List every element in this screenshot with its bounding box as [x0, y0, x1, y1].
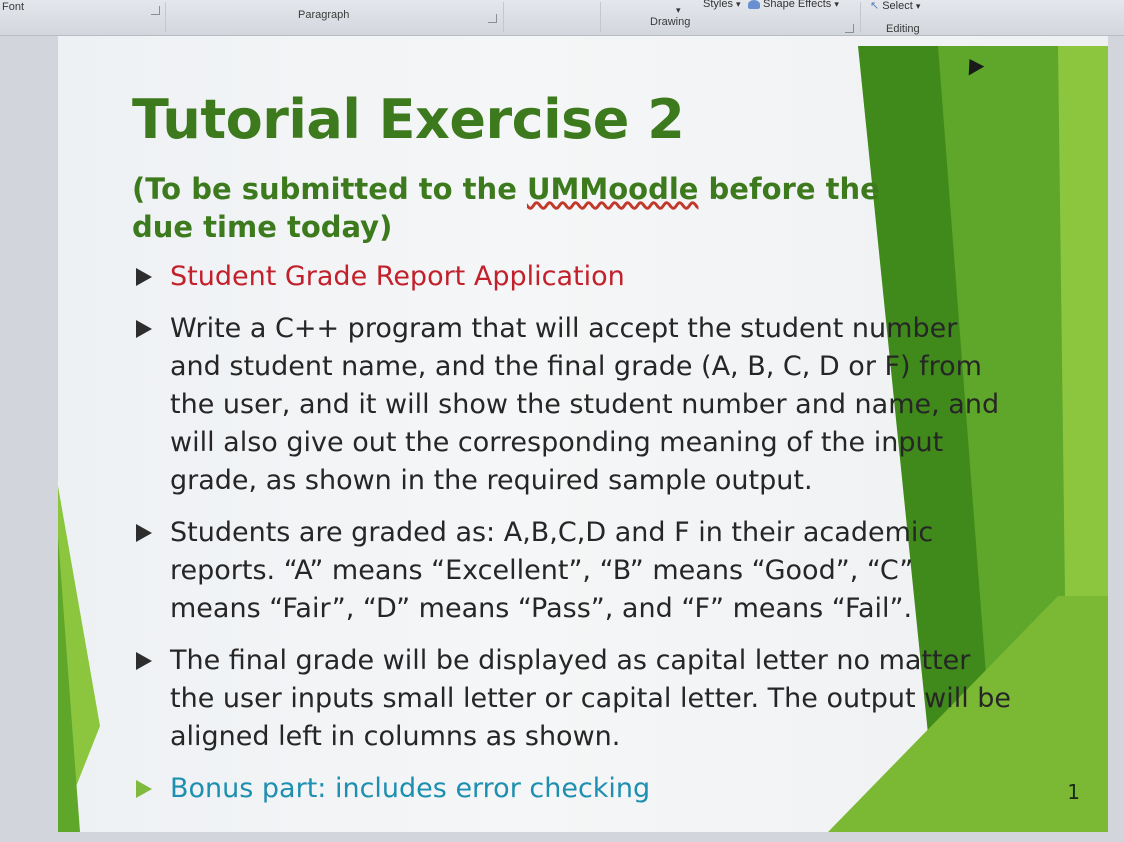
bullet-text: The final grade will be displayed as capital letter no matter the user inputs small letter or capital letter. The output will be aligned left in columns as shown. [170, 645, 1012, 752]
drawing-dialog-launcher-icon[interactable] [845, 24, 854, 33]
bullet-item [132, 770, 1012, 808]
bullet-item [132, 258, 1012, 296]
bullet-text: Student Grade Report Application [170, 261, 625, 292]
shape-effects-icon [748, 0, 760, 9]
bullet-text: Write a C++ program that will accept the student number and student name, and the final grade (A, B, C, D or F) from the user, and it will show the student number and name, and will also give out the corresponding meaning of the input grade, as shown in the required sample output. [170, 313, 1000, 496]
ummoodle-link: UMMoodle [526, 172, 699, 206]
slide-number: 1 [1067, 780, 1080, 804]
bullet-text: Students are graded as: A,B,C,D and F in their academic reports. “A” means “Excellent”, “B” means “Good”, “C” means “Fair”, “D” means “Pass”, and “F” means “Fail”. [170, 517, 934, 624]
editing-group-label: Editing [886, 23, 920, 35]
ribbon-separator [165, 2, 166, 32]
select-button[interactable]: ↖ Select ▾ [870, 0, 921, 12]
slide-subtitle: (To be submitted to the UMMoodle before the due time today) [132, 172, 880, 244]
slide-title: Tutorial Exercise 2 [132, 88, 685, 151]
ribbon-separator [600, 2, 601, 32]
paragraph-group-label: Paragraph [298, 9, 350, 21]
drawing-group-label: Drawing [650, 16, 691, 28]
bullet-triangle-icon [136, 780, 152, 798]
styles-button[interactable]: Styles ▾ [703, 0, 741, 10]
bullet-item [132, 514, 1012, 628]
bullet-item [132, 642, 1012, 756]
bullet-triangle-icon [136, 268, 152, 286]
bullet-triangle-icon [136, 652, 152, 670]
bullet-triangle-icon [136, 524, 152, 542]
bullet-text: Bonus part: includes error checking [170, 773, 651, 804]
ribbon [0, 0, 1124, 36]
ribbon-separator [860, 2, 861, 32]
select-cursor-icon: ↖ [870, 0, 880, 12]
font-dialog-launcher-icon[interactable] [151, 6, 160, 15]
font-group-label: Font [2, 1, 25, 13]
paragraph-dialog-launcher-icon[interactable] [488, 14, 497, 23]
bullet-item [132, 310, 1012, 500]
ribbon-separator [503, 2, 504, 32]
bullet-list [132, 258, 1012, 822]
bullet-triangle-icon [136, 320, 152, 338]
shape-effects-button[interactable]: Shape Effects ▾ [748, 0, 839, 10]
arrange-dropdown-icon[interactable]: ▾ [676, 5, 681, 15]
slide-canvas[interactable] [58, 36, 1108, 832]
